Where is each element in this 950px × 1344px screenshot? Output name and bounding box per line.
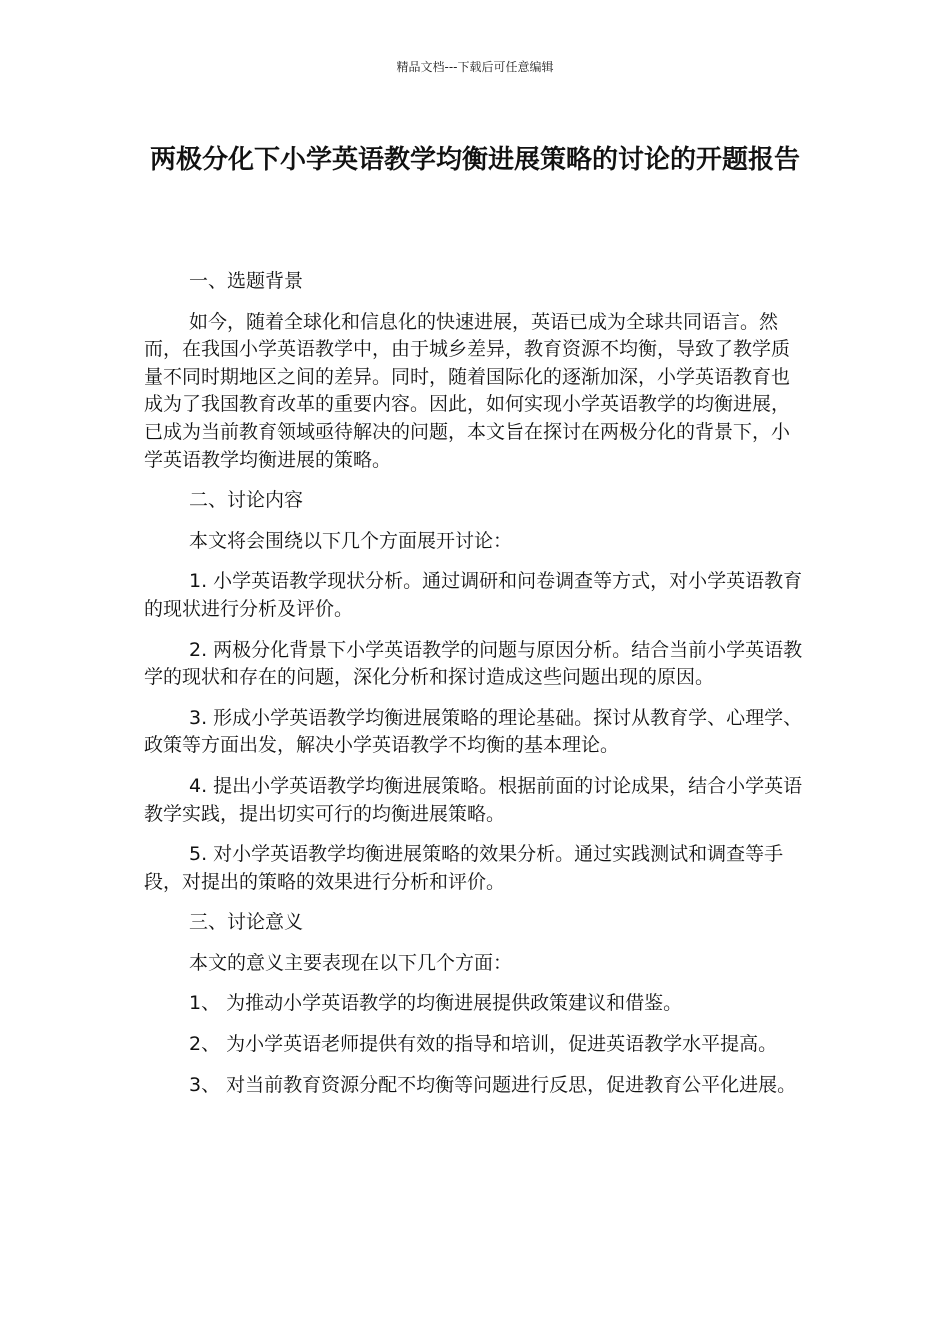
list-item-content-3: 3. 形成小学英语教学均衡进展策略的理论基础。探讨从教育学、心理学、政策等方面出发，解决小学英语教学不均衡的基本理论。 <box>144 706 803 757</box>
list-item-significance-2: 2、 为小学英语老师提供有效的指导和培训，促进英语教学水平提高。 <box>189 1033 778 1056</box>
list-item-significance-3: 3、 对当前教育资源分配不均衡等问题进行反思，促进教育公平化进展。 <box>189 1073 797 1096</box>
list-item-content-4: 4. 提出小学英语教学均衡进展策略。根据前面的讨论成果，结合小学英语教学实践，提出切实可行的均衡进展策略。 <box>144 774 803 825</box>
list-item-significance-1: 1、 为推动小学英语教学的均衡进展提供政策建议和借鉴。 <box>189 992 683 1015</box>
section-heading-significance: 三、讨论意义 <box>189 911 304 934</box>
paragraph-content-intro: 本文将会围绕以下几个方面展开讨论： <box>189 529 513 552</box>
document-body <box>144 268 804 1112</box>
section-heading-background: 一、选题背景 <box>189 270 304 292</box>
page-header: 精品文档---下载后可任意编辑 <box>396 60 554 74</box>
paragraph-significance-intro: 本文的意义主要表现在以下几个方面： <box>189 951 513 974</box>
list-item-content-2: 2. 两极分化背景下小学英语教学的问题与原因分析。结合当前小学英语教学的现状和存在的问题，深化分析和探讨造成这些问题出现的原因。 <box>144 638 803 689</box>
document-title: 两极分化下小学英语教学均衡进展策略的讨论的开题报告 <box>149 145 800 175</box>
section-heading-content: 二、讨论内容 <box>189 489 304 512</box>
paragraph-background: 如今，随着全球化和信息化的快速进展，英语已成为全球共同语言。然而，在我国小学英语教学中，由于城乡差异，教育资源不均衡，导致了教学质量不同时期地区之间的差异。同时，随着国际化的逐渐加深，小学英语教育也成为了我国教育改革的重要内容。因此，如何实现小学英语教学的均衡进展，已成为当前教育领域亟待解决的问题，本文旨在探讨在两极分化的背景下，小学英语教学均衡进展的策略。 <box>144 310 791 471</box>
list-item-content-1: 1. 小学英语教学现状分析。通过调研和问卷调查等方式，对小学英语教育的现状进行分析及评价。 <box>144 570 803 620</box>
list-item-content-5: 5. 对小学英语教学均衡进展策略的效果分析。通过实践测试和调查等手段，对提出的策略的效果进行分析和评价。 <box>144 843 784 893</box>
